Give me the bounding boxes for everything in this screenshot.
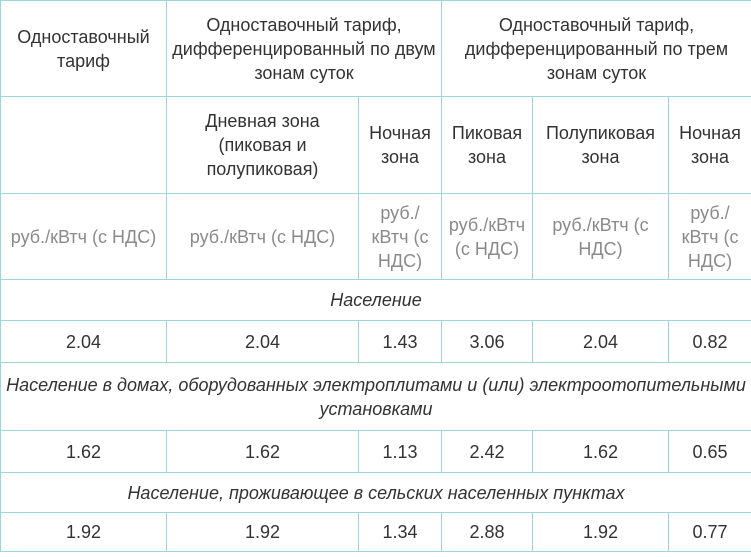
value-cell: 1.13 bbox=[359, 431, 442, 473]
unit-cell: руб./кВтч (с НДС) bbox=[442, 194, 533, 280]
unit-cell: руб./ кВтч (с НДС) bbox=[359, 194, 442, 280]
header-row-1 bbox=[1, 1, 751, 97]
value-cell: 1.92 bbox=[533, 513, 669, 552]
value-cell: 0.82 bbox=[669, 321, 751, 363]
value-cell: 1.92 bbox=[1, 513, 167, 552]
unit-cell: руб./кВтч (с НДС) bbox=[1, 194, 167, 280]
value-cell: 2.42 bbox=[442, 431, 533, 473]
value-cell: 0.65 bbox=[669, 431, 751, 473]
section-title-row bbox=[1, 473, 751, 513]
value-cell: 1.62 bbox=[1, 431, 167, 473]
header-night-zone-3: Ночная зона bbox=[669, 97, 751, 194]
unit-cell: руб./ кВтч (с НДС) bbox=[669, 194, 751, 280]
unit-cell: руб./кВтч (с НДС) bbox=[167, 194, 359, 280]
value-cell: 2.04 bbox=[167, 321, 359, 363]
value-cell: 1.43 bbox=[359, 321, 442, 363]
unit-cell: руб./кВтч (с НДС) bbox=[533, 194, 669, 280]
header-three-zone: Одноставочный тариф, дифференцированный по трем зонам суток bbox=[442, 1, 751, 97]
units-row bbox=[1, 194, 751, 280]
header-half-peak-zone: Полупиковая зона bbox=[533, 97, 669, 194]
value-cell: 1.62 bbox=[533, 431, 669, 473]
value-cell: 2.04 bbox=[533, 321, 669, 363]
section-title: Население, проживающее в сельских населенных пунктах bbox=[1, 473, 751, 513]
value-cell: 2.88 bbox=[442, 513, 533, 552]
value-cell: 0.77 bbox=[669, 513, 751, 552]
header-row-2 bbox=[1, 97, 751, 194]
header-empty-cell bbox=[1, 97, 167, 194]
header-peak-zone: Пиковая зона bbox=[442, 97, 533, 194]
values-row bbox=[1, 513, 751, 552]
value-cell: 1.62 bbox=[167, 431, 359, 473]
header-single-rate: Одноставочный тариф bbox=[1, 1, 167, 97]
section-title-row bbox=[1, 363, 751, 431]
header-two-zone: Одноставочный тариф, дифференцированный по двум зонам суток bbox=[167, 1, 442, 97]
header-night-zone: Ночная зона bbox=[359, 97, 442, 194]
value-cell: 1.34 bbox=[359, 513, 442, 552]
section-title: Население в домах, оборудованных электроплитами и (или) электроотопительными установками bbox=[1, 363, 751, 431]
header-day-zone: Дневная зона (пиковая и полупиковая) bbox=[167, 97, 359, 194]
value-cell: 2.04 bbox=[1, 321, 167, 363]
values-row bbox=[1, 321, 751, 363]
section-title: Население bbox=[1, 280, 751, 321]
value-cell: 3.06 bbox=[442, 321, 533, 363]
value-cell: 1.92 bbox=[167, 513, 359, 552]
values-row bbox=[1, 431, 751, 473]
section-title-row bbox=[1, 280, 751, 321]
